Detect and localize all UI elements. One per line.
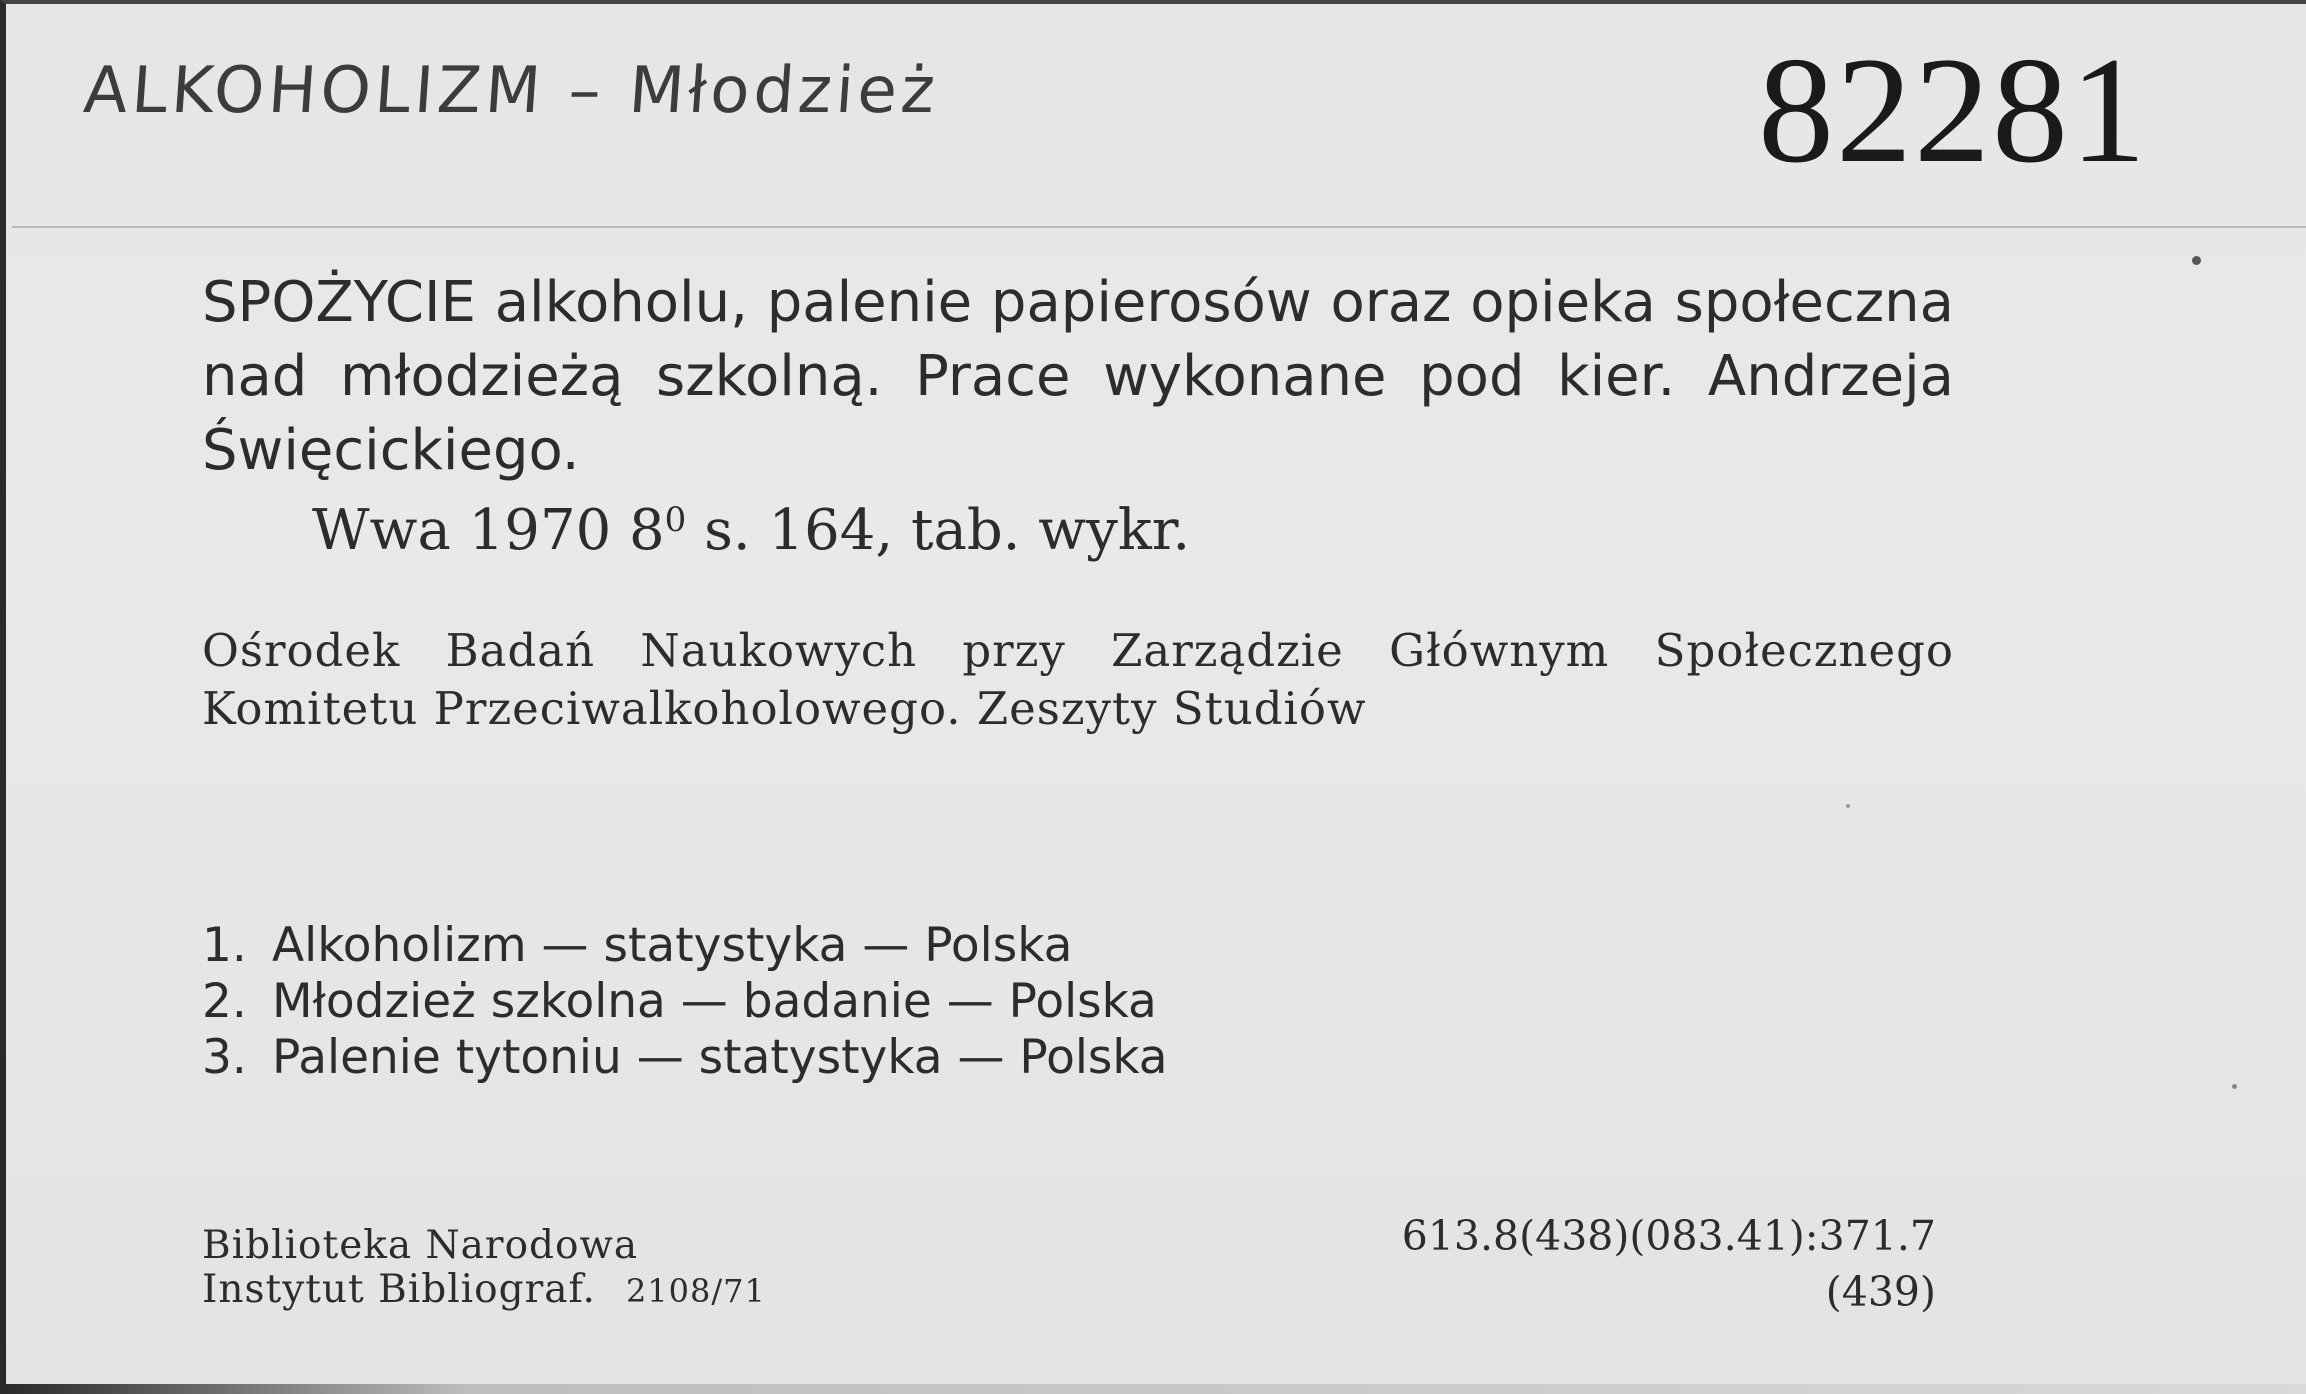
bibliographic-title: SPOŻYCIE alkoholu, palenie papierosów oraz opieka społeczna nad młodzieżą szkolną. Prace wykonane pod kier. Andrzeja Święcickiego. [202, 270, 1954, 483]
subject-heading-2: 2. Młodzież szkolna — badanie — Polska [202, 974, 1157, 1029]
udc-number: 613.8(438)(083.41):371.7 [1401, 1212, 1936, 1260]
card-bottom-edge [6, 1384, 2306, 1394]
imprint-extent: s. 164, tab. wykr. [704, 498, 1191, 563]
card-reference: 2108/71 [625, 1272, 766, 1310]
dust-speck [1846, 804, 1850, 808]
imprint-format: $8^0$ [629, 498, 687, 563]
handwritten-subject-heading: ALKOHOLIZM – Młodzież [81, 54, 942, 128]
library-name: Biblioteka Narodowa [202, 1223, 639, 1268]
subject-headings-list [202, 918, 1168, 1086]
subject-heading-1: 1. Alkoholizm — statystyka — Polska [202, 918, 1073, 973]
dust-speck [2232, 1084, 2237, 1089]
dust-speck [2192, 256, 2201, 265]
institute-line: Instytut Bibliograf. 2108/71 [202, 1267, 766, 1312]
library-imprint [202, 1224, 766, 1313]
imprint-line [312, 498, 1190, 563]
card-number: 82281 [1758, 26, 2148, 194]
udc-classification [1402, 1208, 1936, 1320]
imprint-place-year: Wwa 1970 [312, 498, 612, 563]
subject-heading-3: 3. Palenie tytoniu — statystyka — Polska [202, 1030, 1168, 1085]
heading-divider [12, 226, 2306, 228]
udc-suffix: (439) [1825, 1268, 1936, 1316]
series-statement: Ośrodek Badań Naukowych przy Zarządzie Głównym Społecznego Komitetu Przeciwalkoholowego. Zeszyty Studiów [202, 624, 1954, 735]
